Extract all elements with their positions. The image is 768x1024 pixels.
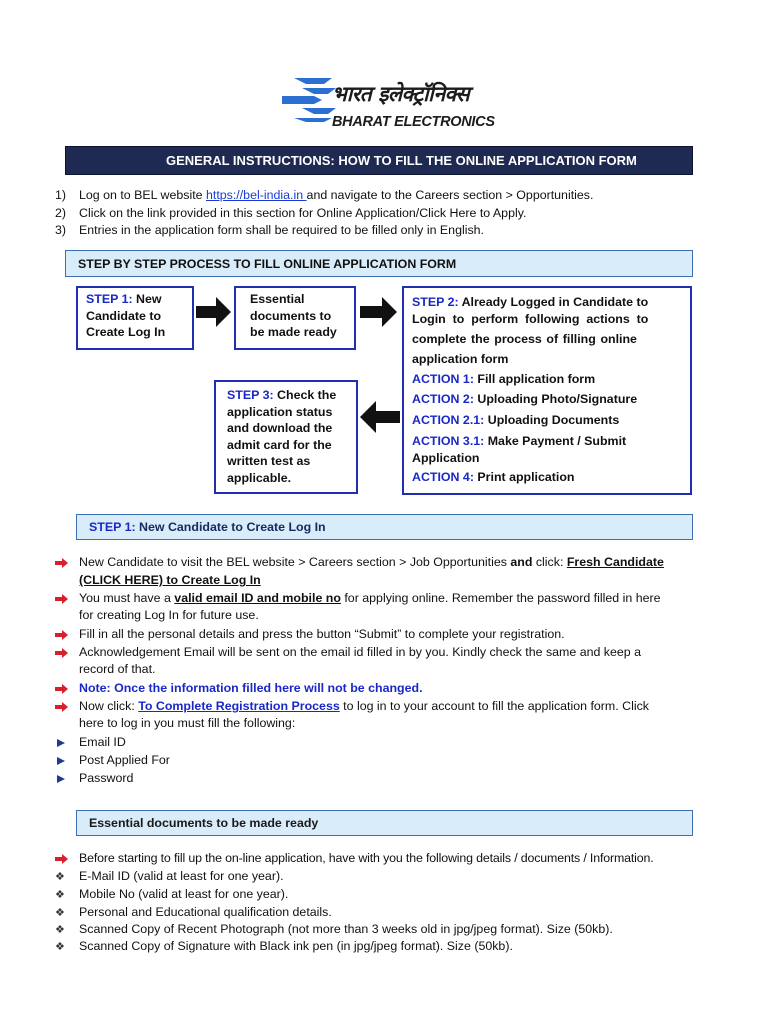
action-3-1-cont: Application <box>412 451 480 465</box>
logo-english-text: BHARAT ELECTRONICS <box>332 114 495 130</box>
list-item: Password <box>79 770 133 788</box>
process-header: STEP BY STEP PROCESS TO FILL ONLINE APPLICATION FORM <box>65 250 693 277</box>
red-arrow-bullet-icon <box>55 630 69 640</box>
action-2-1: ACTION 2.1: Uploading Documents <box>412 413 620 427</box>
flow-step2-box: STEP 2: Already Logged in Candidate to Login to perform following actions to complete the process of filling online application form ACTION 1: Fill application form ACTION 2: Uploading Photo/Signature ACTION 2.1: Uploading Documents ACTION 3.1: Make Payment / Submit Application ACTION 4: Print application <box>402 286 692 495</box>
arrow-right-icon <box>196 297 232 327</box>
essential-section-header: Essential documents to be made ready <box>76 810 693 836</box>
list-item: ❖ Scanned Copy of Signature with Black ink pen (in jpg/jpeg format). Size (50kb). <box>79 938 513 956</box>
essential-docs-list <box>55 850 695 960</box>
list-item: Now click: To Complete Registration Process to log in to your account to fill the application form. Click <box>79 698 649 716</box>
arrow-right-icon <box>360 297 398 327</box>
red-arrow-bullet-icon <box>55 594 69 604</box>
list-item: Acknowledgement Email will be sent on the email id filled in by you. Kindly check the same and keep a <box>79 644 641 662</box>
create-login-link[interactable]: (CLICK HERE) to Create Log In <box>79 573 261 587</box>
list-item: ❖ Scanned Copy of Recent Photograph (not more than 3 weeks old in jpg/jpeg format). Size (50kb). <box>79 921 613 939</box>
list-item: ❖ Mobile No (valid at least for one year). <box>79 886 288 904</box>
triangle-bullet-icon <box>57 739 65 747</box>
step1-bullet-list: New Candidate to visit the BEL website > Careers section > Job Opportunities and click: Fresh Candidate (CLICK HERE) to Create Log In You must have a valid email ID and mobile no for applying online. Remember the password filled in here for creating Log In for future use. Fill in all the personal details and press the button “Submit” to complete your registration. Acknowledgement Email will be sent on the email id filled in by you. Kindly check the same and keep a record of that. Note: Once the information filled here will not be changed. Now click: To Complete Registration Process to log in to your account to fill the application form. Click here to log in you must fill the following: Email ID Post Applied For Password <box>79 554 695 794</box>
red-arrow-bullet-icon <box>55 558 69 568</box>
step1-section-header: STEP 1: New Candidate to Create Log In <box>76 514 693 540</box>
list-item: 1) Log on to BEL website https://bel-india.in and navigate to the Careers section > Opportunities. <box>55 187 593 205</box>
list-item: ❖ E-Mail ID (valid at least for one year). <box>79 868 284 886</box>
logo-hindi-text: भारत इलेक्ट्रॉनिक्स <box>332 82 470 106</box>
list-item: New Candidate to visit the BEL website > Careers section > Job Opportunities and click: Fresh Candidate <box>79 554 664 572</box>
list-item: Before starting to fill up the on-line application, have with you the following details / documents / Information. <box>79 850 654 868</box>
diamond-bullet-icon: ❖ <box>55 889 65 901</box>
bel-website-link[interactable]: https://bel-india.in <box>205 188 307 202</box>
list-item: Email ID <box>79 734 126 752</box>
flow-essential-box: Essential documents to be made ready <box>234 286 356 350</box>
action-3-1: ACTION 3.1: Make Payment / Submit <box>412 434 627 448</box>
note-text: Note: Once the information filled here will not be changed. <box>79 681 423 695</box>
red-arrow-bullet-icon <box>55 684 69 694</box>
diamond-bullet-icon: ❖ <box>55 871 65 883</box>
diamond-bullet-icon: ❖ <box>55 907 65 919</box>
flow-step3-box: STEP 3: Check the application status and download the admit card for the written test as applicable. <box>214 380 358 494</box>
red-arrow-bullet-icon <box>55 702 69 712</box>
fresh-candidate-link[interactable]: Fresh Candidate <box>566 555 664 569</box>
red-arrow-bullet-icon <box>55 648 69 658</box>
list-item: 2) Click on the link provided in this section for Online Application/Click Here to Apply. <box>55 205 527 220</box>
triangle-bullet-icon <box>57 775 65 783</box>
red-arrow-bullet-icon <box>55 854 69 864</box>
action-2: ACTION 2: Uploading Photo/Signature <box>412 392 638 406</box>
list-item: You must have a valid email ID and mobile no for applying online. Remember the password filled in here <box>79 590 661 608</box>
bel-logo <box>280 72 495 142</box>
flow-step1-box: STEP 1: New Candidate to Create Log In <box>76 286 194 350</box>
triangle-bullet-icon <box>57 757 65 765</box>
diamond-bullet-icon: ❖ <box>55 941 65 953</box>
bel-emblem-icon <box>280 74 336 122</box>
general-instructions-list <box>55 187 593 240</box>
arrow-left-icon <box>360 401 400 433</box>
list-item: 3) Entries in the application form shall be required to be filled only in English. <box>55 223 484 237</box>
list-item: Post Applied For <box>79 752 170 770</box>
banner-title: GENERAL INSTRUCTIONS: HOW TO FILL THE ONLINE APPLICATION FORM <box>166 153 637 168</box>
action-1: ACTION 1: Fill application form <box>412 372 596 386</box>
list-item: ❖ Personal and Educational qualification details. <box>79 904 332 922</box>
list-item <box>79 680 423 698</box>
diamond-bullet-icon: ❖ <box>55 924 65 936</box>
complete-registration-link[interactable]: To Complete Registration Process <box>138 699 340 713</box>
instructions-banner <box>65 146 693 175</box>
action-4: ACTION 4: Print application <box>412 470 575 484</box>
list-item: Fill in all the personal details and press the button “Submit” to complete your registration. <box>79 626 565 644</box>
